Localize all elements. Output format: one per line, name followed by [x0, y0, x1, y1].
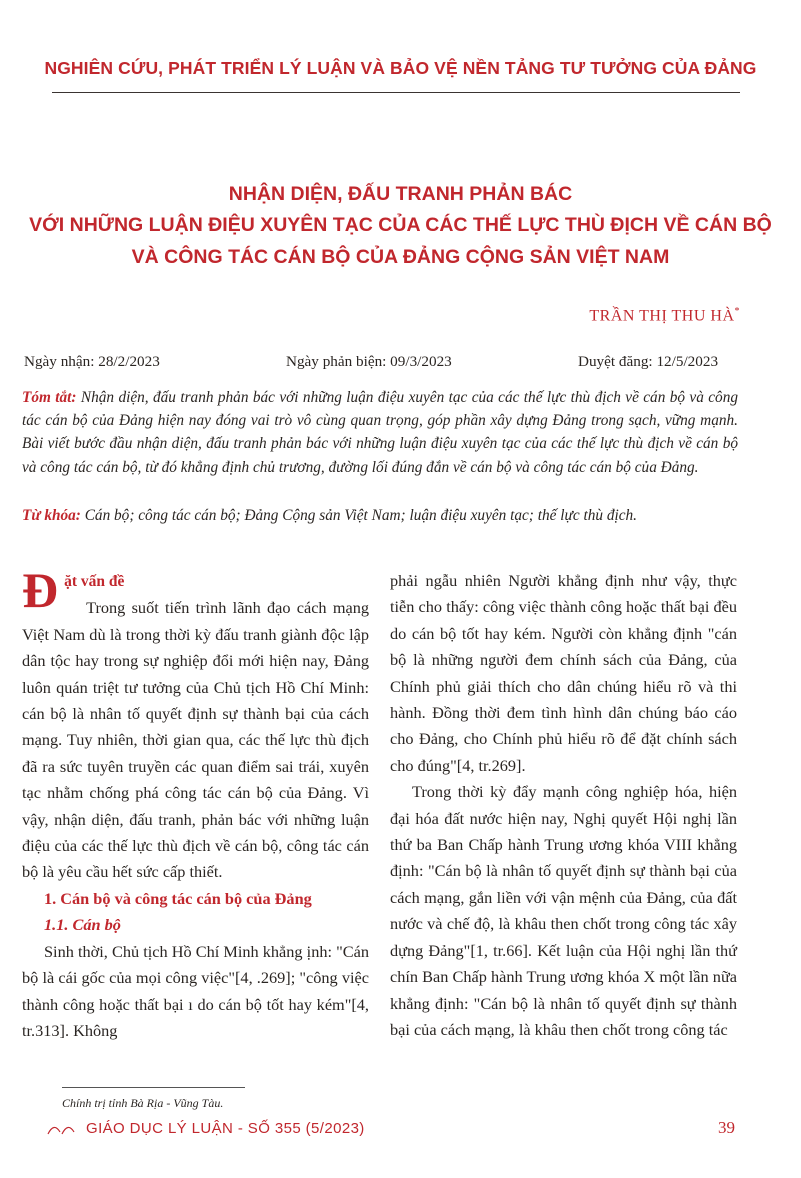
- right-paragraph-2: Trong thời kỳ đẩy mạnh công nghiệp hóa, hiện đại hóa đất nước hiện nay, Nghị quyết Hội nghị lần thứ ba Ban Chấp hành Trung ương khóa VIII khẳng định: "Cán bộ là nhân tố quyết định sự thành bại của cách mạng, gắn liền với vận mệnh của Đảng, của đất nước và chế độ, là khâu then chốt trong công tác xây dựng Đảng"[1, tr.66]. Kết luận của Hội nghị lần thứ chín Ban Chấp hành Trung ương khóa X một lần nữa khẳng định: "Cán bộ là nhân tố quyết định sự thành bại của cách mạng, là khâu then chốt trong công tác: [390, 782, 737, 1039]
- footnote-divider: [62, 1087, 245, 1088]
- date-reviewed: Ngày phản biện: 09/3/2023: [286, 353, 452, 370]
- left-column: [22, 562, 369, 1044]
- author-footnote-mark: *: [734, 306, 740, 317]
- header-divider: [52, 92, 740, 93]
- abstract-label: Tóm tắt:: [22, 389, 77, 406]
- article-title-line-2: VỚI NHỮNG LUẬN ĐIỆU XUYÊN TẠC CỦA CÁC THẾ LỰC THÙ ĐỊCH VỀ CÁN BỘ: [29, 214, 772, 236]
- section-heading: 1. Cán bộ và công tác cán bộ của Đảng: [44, 888, 312, 908]
- footer-ornament-icon: [44, 1120, 80, 1140]
- abstract-text: Nhận diện, đấu tranh phản bác với những luận điệu xuyên tạc của các thế lực thù địch về cán bộ và công tác cán bộ của Đảng hiện nay đóng vai trò vô cùng quan trọng, góp phần xây dựng Đảng trong sạch, vững mạnh. Bài viết bước đầu nhận diện, đấu tranh phản bác với những luận điệu xuyên tạc của các thế lực thù địch về cán bộ và công tác cán bộ, từ đó khẳng định chủ trương, đường lối đúng đắn về cán bộ và công tác cán bộ của Đảng.: [22, 389, 738, 476]
- date-accepted: Duyệt đăng: 12/5/2023: [578, 353, 719, 370]
- page-number: 39: [718, 1118, 735, 1137]
- date-received: Ngày nhận: 28/2/2023: [24, 353, 160, 370]
- abstract: [22, 386, 738, 479]
- footer-journal: GIÁO DỤC LÝ LUẬN - SỐ 355 (5/2023): [86, 1120, 365, 1137]
- footnote: Chính trị tỉnh Bà Rịa - Vũng Tàu.: [62, 1096, 224, 1110]
- sub-heading: 1.1. Cán bộ: [44, 915, 121, 935]
- keywords-text: Cán bộ; công tác cán bộ; Đảng Cộng sản Việt Nam; luận điệu xuyên tạc; thế lực thù địch.: [80, 507, 637, 524]
- left-paragraph-2: Sinh thời, Chủ tịch Hồ Chí Minh khẳng ịnh: "Cán bộ là cái gốc của mọi công việc"[4, .269]; "công việc thành công hoặc thất bại ı do cán bộ tốt hay kém"[4, tr.313]. Không: [22, 941, 369, 1040]
- author: [589, 306, 740, 325]
- section-header: NGHIÊN CỨU, PHÁT TRIỂN LÝ LUẬN VÀ BẢO VỆ NỀN TẢNG TƯ TƯỞNG CỦA ĐẢNG: [44, 58, 757, 78]
- keywords-label: Từ khóa:: [22, 507, 81, 524]
- article-title-line-3: VÀ CÔNG TÁC CÁN BỘ CỦA ĐẢNG CỘNG SẢN VIỆT NAM: [131, 246, 670, 268]
- author-name: TRẦN THỊ THU HÀ: [589, 307, 735, 325]
- right-paragraph-1: phải ngẫu nhiên Người khẳng định như vậy, thực tiễn cho thấy: công việc thành công hoặc thất bại đều do cán bộ tốt hay kém. Người còn khẳng định "cán bộ là những người đem chính sách của Đảng, của Chính phủ giải thích cho dân chúng hiểu rõ và thi hành. Đồng thời đem tình hình dân chúng báo cáo cho Đảng, cho Chính phủ hiểu rõ để đặt chính sách cho đúng"[4, tr.269].: [390, 571, 737, 775]
- keywords: [22, 504, 738, 527]
- drop-cap: Đ: [22, 562, 59, 618]
- right-column: [390, 568, 737, 1043]
- intro-heading: ặt vấn đề: [64, 573, 125, 590]
- intro-paragraph: Trong suốt tiến trình lãnh đạo cách mạng Việt Nam dù là trong thời kỳ đấu tranh giành độc lập dân tộc hay trong sự nghiệp đổi mới hiện nay, Đảng luôn quán triệt tư tưởng của Chủ tịch Hồ Chí Minh: cán bộ là nhân tố quyết định sự thành bại của cách mạng. Tuy nhiên, thời gian qua, các thế lực thù địch đã ra sức tuyên truyền các quan điểm sai trái, xuyên tạc nhằm chống phá công tác cán bộ của Đảng. Vì vậy, nhận diện, đấu tranh, phản bác với những luận điệu của các thế lực thù địch về cán bộ, công tác cán bộ là yêu cầu hết sức cấp thiết.: [22, 598, 369, 882]
- article-title-line-1: NHẬN DIỆN, ĐẤU TRANH PHẢN BÁC: [228, 183, 573, 205]
